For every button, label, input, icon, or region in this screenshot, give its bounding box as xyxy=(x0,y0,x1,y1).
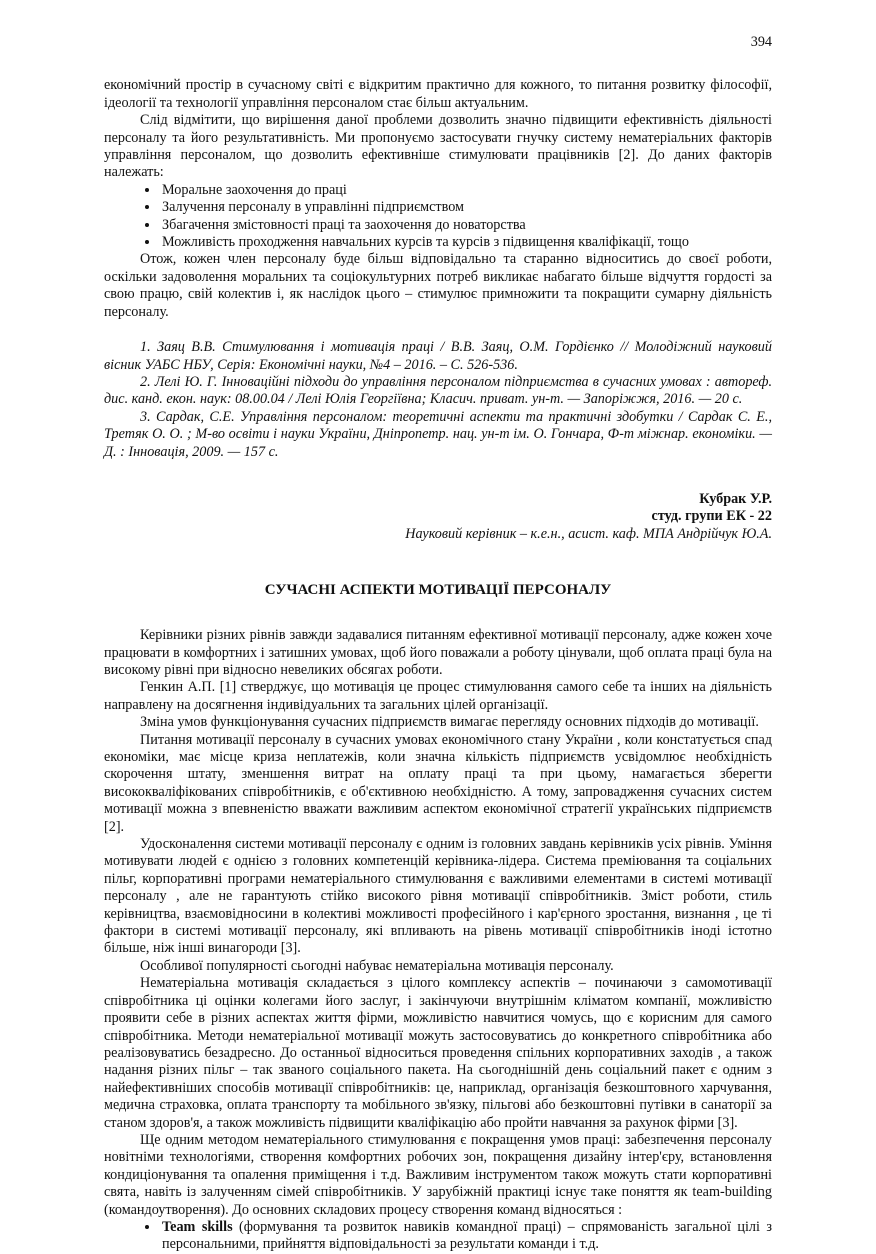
article-paragraph: Нематеріальна мотивація складається з цілого комплексу аспектів – починаючи з самомотивації співробітника ці оцінки колегами його заслуг, і закінчуючи внутрішнім кліматом компанії, можливістю проявити себе в різних аспектах життя фірми, можливістю навчитися чомусь, що є корисним для самого співробітника. Методи нематеріальної мотивації можуть застосовуватись до конкретного співробітника або реалізовуватись безадресно. До останньої відноситься проведення спільних корпоративних заходів , а також надання різних пільг – так званого соціального пакета. На сьогоднішній день соціальний пакет є одним з найефективніших способів мотивації співробітників: це, наприклад, організація безкоштовного харчування, медична страховка, оплата транспорту та мобільного зв'язку, пільгові або безкоштовні путівки в санаторії за станом здоров'я, а також можливість підвищити кваліфікацію або пройти навчання за рахунок фірми [3]. xyxy=(104,975,772,1131)
article-title: СУЧАСНІ АСПЕКТИ МОТИВАЦІЇ ПЕРСОНАЛУ xyxy=(264,582,612,599)
team-components-list xyxy=(104,1219,772,1254)
author-name: Кубрак У.Р. xyxy=(699,490,772,507)
reference-item: 1. Заяц В.В. Стимулювання і мотивація праці / В.В. Заяц, О.М. Гордієнко // Молодіжний науковий вісник УАБС НБУ, Серія: Економічні науки, №4 – 2016. – С. 526-536. xyxy=(104,339,772,373)
page-number: 394 xyxy=(750,34,772,50)
author-block xyxy=(104,491,772,543)
team-skills-text: (формування та розвиток навиків командної праці) – спрямованість загальної цілі з персональними, прийняття відповідальності за результати команди і т.д. xyxy=(162,1218,772,1253)
factors-list xyxy=(104,182,772,252)
references-list xyxy=(104,339,772,461)
intro-paragraph-2: Слід відмітити, що вирішення даної проблеми дозволить значно підвищити ефективність діяльності персоналу та його результативність. Ми пропонуємо застосувати гнучку систему нематеріальних факторів управління персоналом, що дозволить ефективніше стимулювати працівників [2]. До даних факторів належать: xyxy=(104,112,772,181)
article-paragraph: Удосконалення системи мотивації персоналу є одним із головних завдань керівників усіх рівнів. Уміння мотивувати людей є однією з головних компетенцій керівника-лідера. Система преміювання та соціальних пільг, корпоративні програми нематеріального стимулювання є важливими елементами в системі мотивації персоналу , але не гарантують стійко високого рівня мотивації співробітників. Зміст роботи, стиль керівництва, взаємовідносини в колективі можливості професійного і кар'єрного зростання, визнання , це ті фактори в системі мотивації персоналу, які впливають на рівень мотивації співробітників іноді істотно більше, ніж інші винагороди [3]. xyxy=(104,836,772,957)
list-item: • Можливість проходження навчальних курсів та курсів з підвищення кваліфікації, тощо xyxy=(160,234,772,251)
article-paragraph: Особливої популярності сьогодні набуває нематеріальна мотивація персоналу. xyxy=(140,957,614,974)
article-paragraph: Ще одним методом нематеріального стимулювання є покращення умов праці: забезпечення персоналу новітніми технологіями, створення комфортних робочих зон, покращення дизайну інтер'єру, встановлення кондиціонування та опалення приміщення і т.д. Важливим інструментом також можуть стати корпоративні свята, навіть із залученням сімей співробітників. У зарубіжній практиці існує таке поняття як team-building (командоутворення). До основних складових процесу створення команд відносяться : xyxy=(104,1131,772,1218)
article-paragraph: Зміна умов функціонування сучасних підприємств вимагає перегляду основних підходів до мотивації. xyxy=(140,714,759,731)
article-paragraph: Керівники різних рівнів завжди задавалися питанням ефективної мотивації персоналу, адже кожен хоче працювати в комфортних і затишних умовах, щоб його поважали а роботу цінували, щоб оплата праці була на високому рівні при відносно невеликих обсягах роботи. xyxy=(104,627,772,678)
author-supervisor: Науковий керівник – к.е.н., асист. каф. МПА Андрійчук Ю.А. xyxy=(405,525,772,542)
list-item xyxy=(160,1219,772,1254)
intro-paragraph-1: економічний простір в сучасному світі є відкритим практично для кожного, то питання розвитку філософії, ідеології та технології управління персоналом стає більш актуальним. xyxy=(104,77,772,111)
list-item: • Моральне заохочення до праці xyxy=(160,182,772,199)
author-group: студ. групи ЕК - 22 xyxy=(651,508,772,525)
article-paragraph: Генкин А.П. [1] стверджує, що мотивація це процес стимулювання самого себе та інших на діяльність направлену на досягнення індивідуальних та загальних цілей організації. xyxy=(104,679,772,713)
reference-item: 2. Лелі Ю. Г. Інноваційні підходи до управління персоналом підприємства в сучасних умовах : автореф. дис. канд. екон. наук: 08.00.04 / Лелі Юлія Георгіївна; Класич. приват. ун-т. — Запоріжжя, 2016. — 20 с. xyxy=(104,373,772,408)
reference-item: 3. Сардак, С.Е. Управління персоналом: теоретичні аспекти та практичні здобутки / Сардак С. Е., Третяк О. О. ; М-во освіти і науки України, Дніпропетр. нац. ун-т ім. О. Гончара, Ф-т міжнар. економіки. — Д. : Інновація, 2009. — 157 с. xyxy=(104,408,772,460)
team-skills-lead: Team skills xyxy=(162,1218,233,1235)
article-paragraph: Питання мотивації персоналу в сучасних умовах економічного стану України , коли констатується спад економіки, має місце криза неплатежів, коли значна кількість підприємств усвідомлює необхідність скорочення штату, зменшення витрат на оплату праці та при цьому, намагається зберегти висококваліфікованих співробітників, є об'єктивною необхідністю. А тому, запровадження сучасних систем мотивації можна з впевненістю вважати важливим аспектом економічної стратегії українських підприємств [2]. xyxy=(104,731,772,835)
list-item: • Збагачення змістовності праці та заохочення до новаторства xyxy=(160,217,772,234)
list-item: • Залучення персоналу в управлінні підприємством xyxy=(160,199,772,216)
intro-paragraph-3: Отож, кожен член персоналу буде більш відповідально та старанно відноситись до своєї роботи, оскільки задоволення моральних та соціокультурних потреб викликає набагато більше відчуття гордості за свою працю, свій колектив і, як наслідок цього – стимулює примножити та покращити сумарну діяльність персоналу. xyxy=(104,251,772,320)
